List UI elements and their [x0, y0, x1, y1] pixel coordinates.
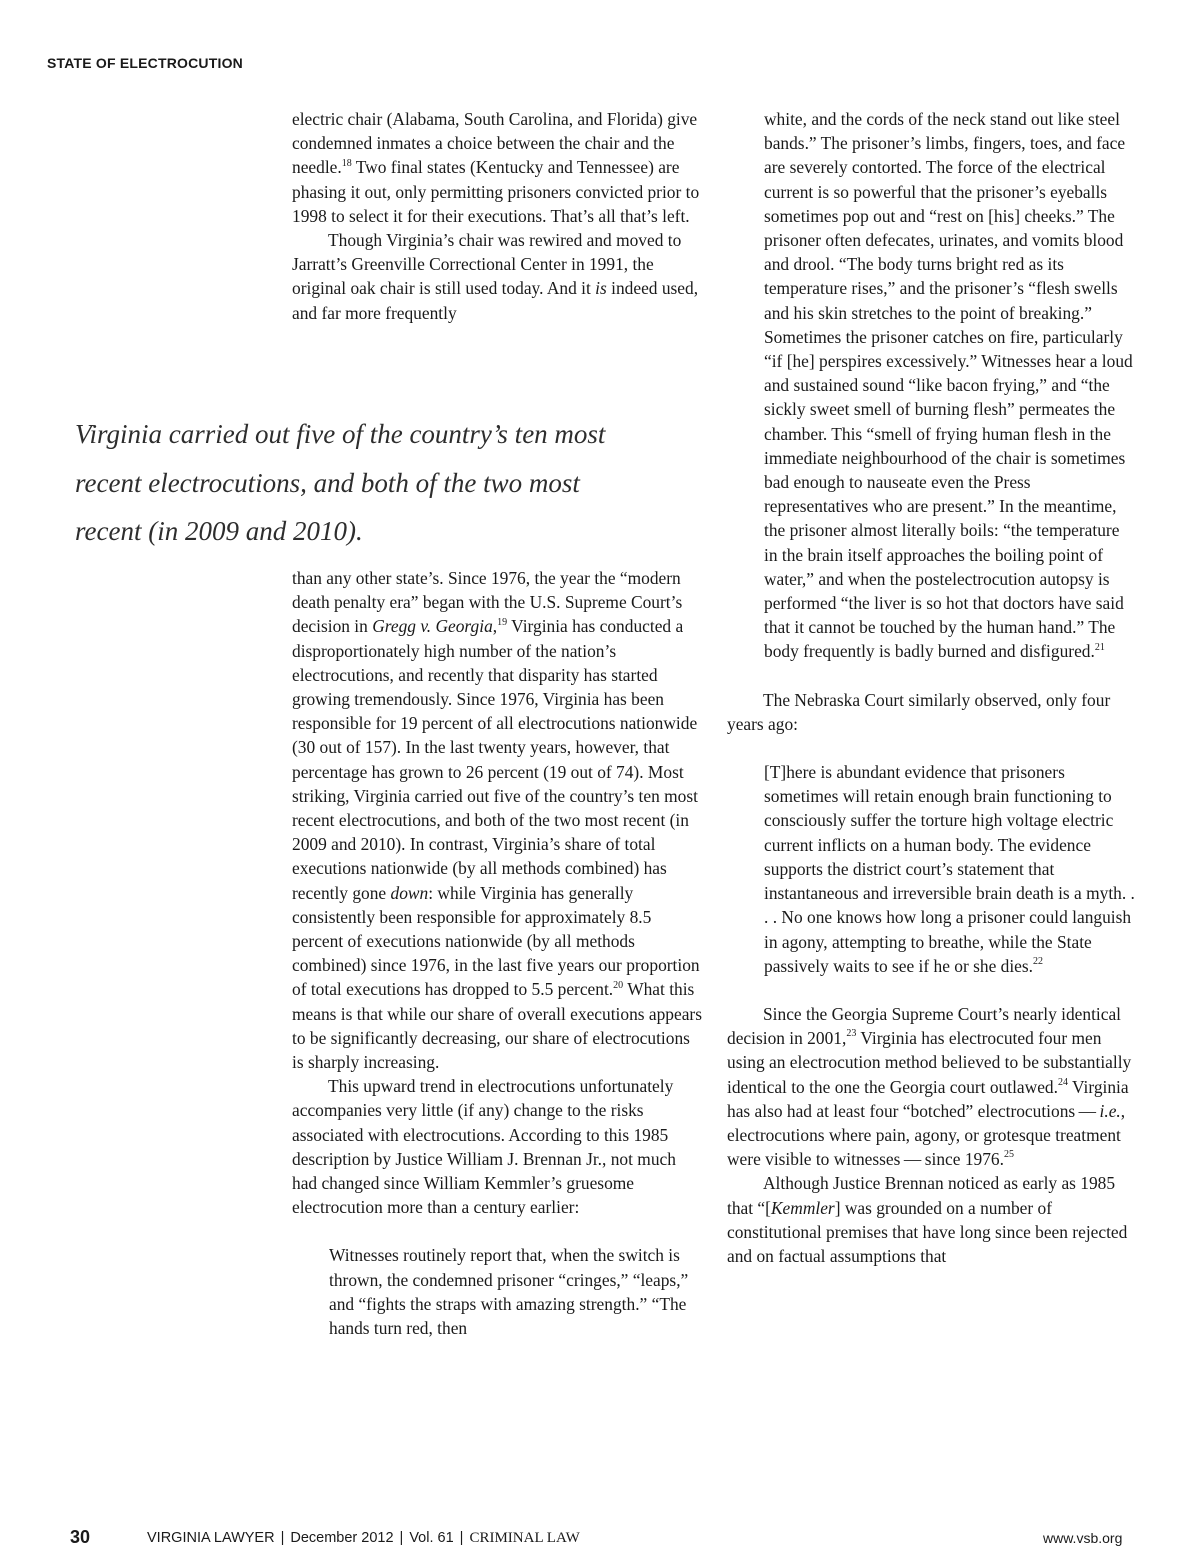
website-link[interactable]: www.vsb.org: [1043, 1530, 1123, 1546]
right-column: [727, 107, 1137, 1268]
footer-publication-info: [147, 1530, 580, 1547]
paragraph: electric chair (Alabama, South Carolina, and Florida) give condemned inmates a choice between the chair and the needle.$^{18}$ Two final states (Kentucky and Tennessee) are phasing it out, only permitting prisoners convicted prior to 1998 to select it for their executions. That’s all that’s left.: [292, 109, 700, 226]
block-quote-continued: white, and the cords of the neck stand out like steel bands.” The prisoner’s limbs, fingers, toes, and face are severely contorted. The force of the electrical current is so powerful that the prisoner’s eyeballs sometimes pop out and “rest on [his] cheeks.” The prisoner often defecates, urinates, and vomits blood and drool. “The body turns bright red as its temperature rises,” and the prisoner’s “flesh swells and his skin stretches to the point of breaking.” Sometimes the prisoner catches on fire, particularly “if [he] perspires excessively.” Witnesses hear a loud and sustained sound “like bacon frying,” and “the sickly sweet smell of burning flesh” permeates the chamber. This “smell of frying human flesh in the immediate neighbourhood of the chair is sometimes bad enough to nauseate even the Press representatives who are present.” In the meantime, the prisoner almost literally boils: “the temperature in the brain itself approaches the boiling point of water,” and when the postelectrocution autopsy is performed “the liver is so hot that doctors have said that it cannot be touched by the human hand.” The body frequently is badly burned and disfigured.$^{21}$: [764, 109, 1133, 662]
separator: |: [459, 1530, 464, 1546]
footnote-ref[interactable]: 18: [341, 157, 352, 169]
pull-quote: Virginia carried out five of the country’s ten most recent electrocutions, and both of the two most recent (in 2009 and 2010).: [75, 419, 606, 546]
footnote-ref[interactable]: 22: [1033, 955, 1044, 967]
footnote-ref[interactable]: 25: [1003, 1149, 1014, 1161]
section-name: CRIMINAL LAW: [469, 1530, 580, 1546]
volume: Vol. 61: [409, 1530, 454, 1546]
paragraph: The Nebraska Court similarly observed, only four years ago:: [727, 689, 1111, 734]
issue-date: December 2012: [290, 1530, 394, 1546]
paragraph: Though Virginia’s chair was rewired and moved to Jarratt’s Greenville Correctional Center in 1991, the original oak chair is still used today. And it is indeed used, and far more frequently: [292, 230, 699, 323]
section-label: STATE OF ELECTROCUTION: [47, 55, 243, 71]
separator: |: [280, 1530, 285, 1546]
paragraph: This upward trend in electrocutions unfortunately accompanies very little (if any) change to the risks associated with electrocutions. According to this 1985 description by Justice William J. Brennan Jr., not much had changed since William Kemmler’s gruesome electrocution more than a century earlier:: [292, 1076, 676, 1218]
page-number: 30: [70, 1527, 91, 1547]
footnote-ref[interactable]: 24: [1057, 1076, 1068, 1088]
footnote-ref[interactable]: 19: [497, 616, 508, 628]
footnote-ref[interactable]: 21: [1094, 641, 1105, 653]
paragraph: Although Justice Brennan noticed as early as 1985 that “[Kemmler] was grounded on a number of constitutional premises that have long since been rejected and on factual assumptions that: [727, 1173, 1128, 1266]
paragraph: than any other state’s. Since 1976, the year the “modern death penalty era” began with the U.S. Supreme Court’s decision in Gregg v. Georgia,$^{19}$ Virginia has conducted a disproportionately high number of the nation’s electrocutions, and recently that disparity has started growing tremendously. Since 1976, Virginia has been responsible for 19 percent of all electrocutions nationwide (30 out of 157). In the last twenty years, however, that percentage has grown to 26 percent (19 out of 74). Most striking, Virginia carried out five of the country’s ten most recent electrocutions, and both of the two most recent (in 2009 and 2010). In contrast, Virginia’s share of total executions nationwide (by all methods combined) has recently gone down: while Virginia has generally consistently been responsible for approximately 8.5 percent of executions nationwide (by all methods combined) since 1976, in the last five years our proportion of total executions has dropped to 5.5 percent.$^{20}$ What this means is that while our share of overall executions appears to be significantly decreasing, our share of electrocutions is sharply increasing.: [292, 568, 702, 1073]
publication-name: VIRGINIA LAWYER: [147, 1530, 275, 1546]
block-quote: [T]here is abundant evidence that prisoners sometimes will retain enough brain functioning to consciously suffer the torture high voltage electric current inflicts on a human body. The evidence supports the district court’s statement that instantaneous and irreversible brain death is a myth. . . . No one knows how long a prisoner could languish in agony, attempting to breathe, while the State passively waits to see if he or she dies.$^{22}$: [764, 762, 1135, 976]
paragraph: Since the Georgia Supreme Court’s nearly identical decision in 2001,23 Virginia has electrocuted four men using an electrocution method believed to be substantially identical to the one the Georgia court outlawed.$^{24}$ Virginia has also had at least four “botched” electrocutions — i.e., electrocutions where pain, agony, or grotesque treatment were visible to witnesses — since 1976.25: [727, 1003, 1132, 1170]
footnote-ref[interactable]: 23: [846, 1028, 857, 1040]
left-column-top: [292, 107, 702, 325]
block-quote: Witnesses routinely report that, when the switch is thrown, the condemned prisoner “cringes,” “leaps,” and “fights the straps with amazing strength.” “The hands turn red, then: [329, 1245, 689, 1339]
footnote-ref[interactable]: 20: [613, 979, 624, 991]
separator: |: [399, 1530, 404, 1546]
left-column-bottom: [292, 566, 702, 1340]
